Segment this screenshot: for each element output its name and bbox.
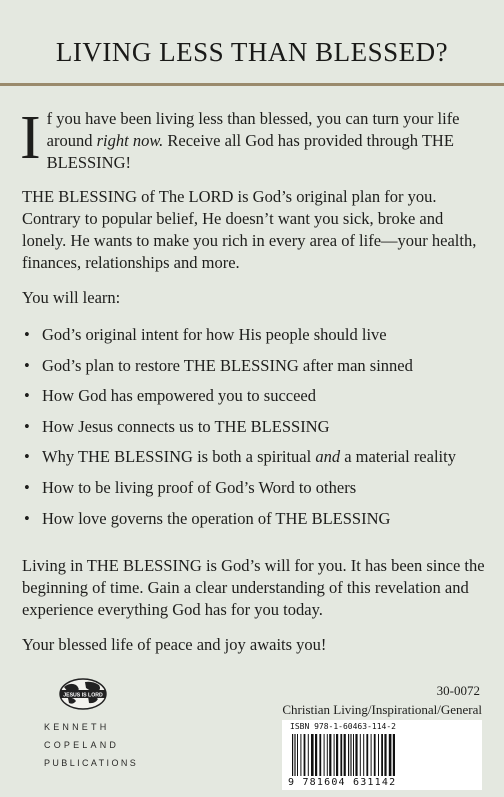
headline: LIVING LESS THAN BLESSED? (55, 37, 449, 67)
logo-text: JESUS IS LORD (63, 692, 103, 699)
barcode-bar (327, 734, 328, 776)
barcode-bar (319, 734, 321, 776)
learn-label: You will learn: (22, 288, 121, 307)
list-item-text: God’s original intent for how His people should live (42, 325, 387, 344)
bullet-icon: • (24, 416, 30, 436)
barcode-bar (360, 734, 361, 776)
barcode-bars (290, 734, 474, 776)
closing-line: Your blessed life of peace and joy awaits you! (22, 635, 327, 654)
intro-text-a: f you have been living less than blessed, you can turn your life around (46, 109, 460, 150)
barcode-bar (348, 734, 349, 776)
will-paragraph: Living in THE BLESSING is God’s will for you. It has been since the beginning of time. Gain a clear understanding of this revelation and experience everything God has for you today. (22, 556, 485, 619)
list-item-text-a: Why THE BLESSING is both a spiritual (42, 447, 316, 467)
intro-paragraph (20, 104, 490, 174)
barcode-bar (381, 734, 383, 776)
list-item (22, 355, 492, 386)
barcode-bar (353, 734, 354, 776)
barcode-bar (344, 734, 346, 776)
list-item-text: God’s plan to restore THE BLESSING after man sinned (42, 355, 413, 375)
bullet-icon: • (24, 355, 30, 375)
list-item-text: How love governs the operation of THE BLESSING (42, 508, 391, 528)
barcode-bar (384, 734, 386, 776)
barcode-bar (311, 734, 314, 776)
drop-cap: I (20, 104, 41, 172)
barcode-number: 9 781604 631142 (288, 777, 397, 788)
barcode-bar (350, 734, 351, 776)
publisher-line-1: KENNETH (44, 722, 110, 732)
bullet-icon: • (24, 325, 30, 344)
publisher-line-3: PUBLICATIONS (44, 758, 139, 768)
barcode-bar (292, 734, 293, 776)
barcode-bar (304, 734, 306, 776)
list-item-text-b: a material reality (340, 447, 456, 467)
list-item-text: How Jesus connects us to THE BLESSING (42, 416, 330, 436)
list-item (22, 416, 492, 447)
barcode-bar (355, 734, 357, 776)
divider-rule (0, 83, 504, 86)
barcode-bar (308, 734, 309, 776)
publisher-line-2: COPELAND (44, 740, 120, 750)
barcode-bar (374, 734, 376, 776)
publisher-logo (44, 676, 144, 772)
barcode-bar (336, 734, 338, 776)
barcode-bar (334, 734, 335, 776)
barcode-bar (300, 734, 301, 776)
barcode-bar (294, 734, 295, 776)
barcode-bar (366, 734, 368, 776)
list-item (22, 477, 492, 508)
barcode-bar (389, 734, 392, 776)
plan-paragraph: THE BLESSING of The LORD is God’s original plan for you. Contrary to popular belief, He doesn’t want you sick, broke and lonely. He wants to make you rich in every area of life—your health, finances, relationships and more. (22, 187, 477, 272)
barcode-bar (363, 734, 364, 776)
barcode-bar (371, 734, 372, 776)
barcode-bar (393, 734, 395, 776)
list-item-text: How God has empowered you to succeed (42, 386, 317, 406)
list-item-emphasis: and (315, 447, 341, 467)
bullet-icon: • (24, 508, 30, 528)
barcode-bar (324, 734, 325, 776)
barcode-bar (315, 734, 317, 776)
product-code: 30-0072 (436, 683, 480, 698)
barcode-bar (340, 734, 342, 776)
barcode-bar (297, 734, 298, 776)
list-item-text: How to be living proof of God’s Word to others (42, 477, 357, 497)
learning-list (22, 324, 492, 538)
category-label: Christian Living/Inspirational/General (282, 702, 482, 717)
bullet-icon: • (24, 477, 30, 497)
barcode-bar (378, 734, 379, 776)
bullet-icon: • (24, 386, 30, 406)
intro-text-b: Receive all God has provided through THE BLESSING! (46, 131, 454, 172)
list-item (22, 385, 492, 416)
barcode-bar (329, 734, 331, 776)
intro-emphasis: right now. (96, 131, 164, 150)
isbn-label: ISBN 978-1-60463-114-2 (290, 722, 396, 731)
globe-logo-icon (58, 676, 108, 712)
list-item (22, 446, 492, 477)
list-item (22, 324, 492, 355)
list-item (22, 508, 492, 539)
barcode (282, 720, 482, 790)
bullet-icon: • (24, 447, 30, 467)
